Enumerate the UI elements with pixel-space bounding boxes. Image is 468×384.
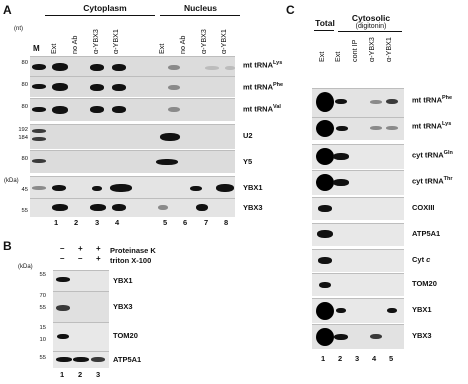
lane-label-noab-6: no Ab — [178, 35, 187, 54]
panel-c-label: C — [286, 3, 295, 17]
marker-80-phe: 80 — [21, 82, 28, 88]
row-label-u2: U2 — [243, 131, 253, 140]
marker-55: 55 — [21, 208, 28, 214]
triton-sign-3: + — [96, 254, 101, 263]
lane-label-ext-5: Ext — [157, 43, 166, 54]
lane-number-2: 2 — [74, 218, 79, 227]
row-label-ybx3: YBX3 — [243, 203, 263, 212]
c-blot-tom20 — [312, 273, 404, 296]
row-label-y5: Y5 — [243, 157, 253, 166]
b-row-ybx1: YBX1 — [113, 276, 133, 285]
nucleus-header-rule — [160, 15, 240, 16]
c-blot-mt-trna-lys — [312, 117, 404, 140]
c-row-ybx1: YBX1 — [412, 305, 432, 314]
c-lane-number-5: 5 — [389, 354, 394, 363]
c-row-ybx3: YBX3 — [412, 331, 432, 340]
triton-sign-2: – — [78, 254, 83, 263]
marker-80-y5: 80 — [21, 156, 28, 162]
triton-sign-1: – — [60, 254, 65, 263]
c-lane-number-1: 1 — [321, 354, 326, 363]
lane-label-ext-1: Ext — [49, 43, 58, 54]
c-lane-number-3: 3 — [355, 354, 360, 363]
lane-label-ybx1-8: α-YBX1 — [219, 29, 228, 54]
pk-sign-2: + — [78, 244, 83, 253]
b-lane-number-3: 3 — [96, 370, 101, 379]
c-lane-label-cont-ip-3: cont IP — [350, 39, 359, 62]
blot-b-tom20 — [53, 322, 109, 351]
marker-192: 192 — [18, 127, 28, 133]
blot-b-atp5a1 — [53, 351, 109, 368]
cytosolic-header-rule — [338, 31, 402, 32]
panel-b-label: B — [3, 239, 12, 253]
b-lane-number-1: 1 — [60, 370, 65, 379]
cytoplasm-header: Cytoplasm — [83, 3, 127, 13]
c-row-cyt-trna-thr: cyt tRNA$^{Thr}$ — [412, 176, 453, 186]
c-blot-coxiii — [312, 197, 404, 220]
cytosolic-header: Cytosolic — [351, 13, 391, 23]
c-lane-label-ybx3-4: α-YBX3 — [367, 37, 376, 62]
lane-number-3: 3 — [95, 218, 100, 227]
b-marker-15: 15 — [39, 325, 46, 331]
c-row-atp5a1: ATP5A1 — [412, 229, 441, 238]
c-row-cyt-trna-gln: cyt tRNA$^{Gln}$ — [412, 150, 453, 160]
panel-a-label: A — [3, 3, 12, 17]
lane-number-4: 4 — [115, 218, 120, 227]
c-blot-cyt-c — [312, 249, 404, 272]
blot-mt-trna-val — [30, 98, 235, 121]
lane-number-1: 1 — [54, 218, 59, 227]
total-header-rule — [314, 30, 334, 31]
c-blot-cyt-trna-thr — [312, 170, 404, 195]
blot-ybx1 — [30, 176, 235, 199]
row-label-mt-trna-val: mt tRNA$^{Val}$ — [243, 104, 281, 114]
b-row-tom20: TOM20 — [113, 331, 138, 340]
total-header: Total — [315, 18, 335, 28]
lane-number-8: 8 — [224, 218, 229, 227]
c-row-tom20: TOM20 — [412, 279, 437, 288]
row-label-ybx1: YBX1 — [243, 183, 263, 192]
panel-a-kda-units: (kDa) — [4, 178, 19, 184]
row-label-mt-trna-phe: mt tRNA$^{Phe}$ — [243, 82, 284, 92]
marker-45: 45 — [21, 187, 28, 193]
b-marker-55-a: 55 — [39, 272, 46, 278]
c-blot-ybx1 — [312, 298, 404, 323]
pk-sign-1: – — [60, 244, 65, 253]
cytoplasm-header-rule — [45, 15, 155, 16]
blot-b-ybx1 — [53, 270, 109, 291]
b-marker-70: 70 — [39, 293, 46, 299]
cytosolic-subheader: (digitonin) — [355, 23, 387, 30]
c-lane-label-ext-2: Ext — [333, 51, 342, 62]
blot-ybx3 — [30, 198, 235, 217]
c-lane-label-ext-1: Ext — [317, 51, 326, 62]
c-blot-atp5a1 — [312, 223, 404, 246]
lane-number-5: 5 — [163, 218, 168, 227]
c-blot-mt-trna-phe — [312, 88, 404, 117]
c-row-mt-trna-lys: mt tRNA$^{Lys}$ — [412, 121, 452, 131]
marker-184: 184 — [18, 135, 28, 141]
b-row-atp5a1: ATP5A1 — [113, 355, 142, 364]
treatment-triton: triton X-100 — [110, 256, 152, 265]
c-blot-cyt-trna-gln — [312, 144, 404, 169]
panel-b-kda-units: (kDa) — [18, 264, 33, 270]
lane-label-ybx1-4: α-YBX1 — [111, 29, 120, 54]
marker-80-val: 80 — [21, 104, 28, 110]
blot-b-ybx3 — [53, 291, 109, 322]
c-row-coxiii: COXIII — [412, 203, 435, 212]
lane-label-ybx3-7: α-YBX3 — [199, 29, 208, 54]
b-marker-55-b: 55 — [39, 305, 46, 311]
b-marker-10: 10 — [39, 337, 46, 343]
treatment-proteinase-k: Proteinase K — [110, 246, 156, 255]
blot-y5 — [30, 150, 235, 173]
row-label-mt-trna-lys: mt tRNA$^{Lys}$ — [243, 60, 283, 70]
pk-sign-3: + — [96, 244, 101, 253]
lane-label-ybx3-3: α-YBX3 — [91, 29, 100, 54]
c-blot-ybx3 — [312, 324, 404, 349]
marker-80-lys: 80 — [21, 60, 28, 66]
c-lane-number-2: 2 — [338, 354, 343, 363]
lane-number-6: 6 — [183, 218, 188, 227]
lane-number-7: 7 — [204, 218, 209, 227]
lane-label-noab-2: no Ab — [70, 35, 79, 54]
c-row-mt-trna-phe: mt tRNA$^{Phe}$ — [412, 95, 453, 105]
b-row-ybx3: YBX3 — [113, 302, 133, 311]
marker-lane-label: M — [33, 44, 40, 53]
c-row-cyt-c: Cyt c — [412, 255, 431, 264]
c-lane-label-ybx1-5: α-YBX1 — [384, 37, 393, 62]
b-lane-number-2: 2 — [78, 370, 83, 379]
nucleus-header: Nucleus — [183, 3, 218, 13]
panel-a-nt-units: (nt) — [14, 26, 23, 32]
blot-u2 — [30, 124, 235, 149]
b-marker-55-c: 55 — [39, 355, 46, 361]
blot-mt-trna-phe — [30, 76, 235, 97]
c-lane-number-4: 4 — [372, 354, 377, 363]
